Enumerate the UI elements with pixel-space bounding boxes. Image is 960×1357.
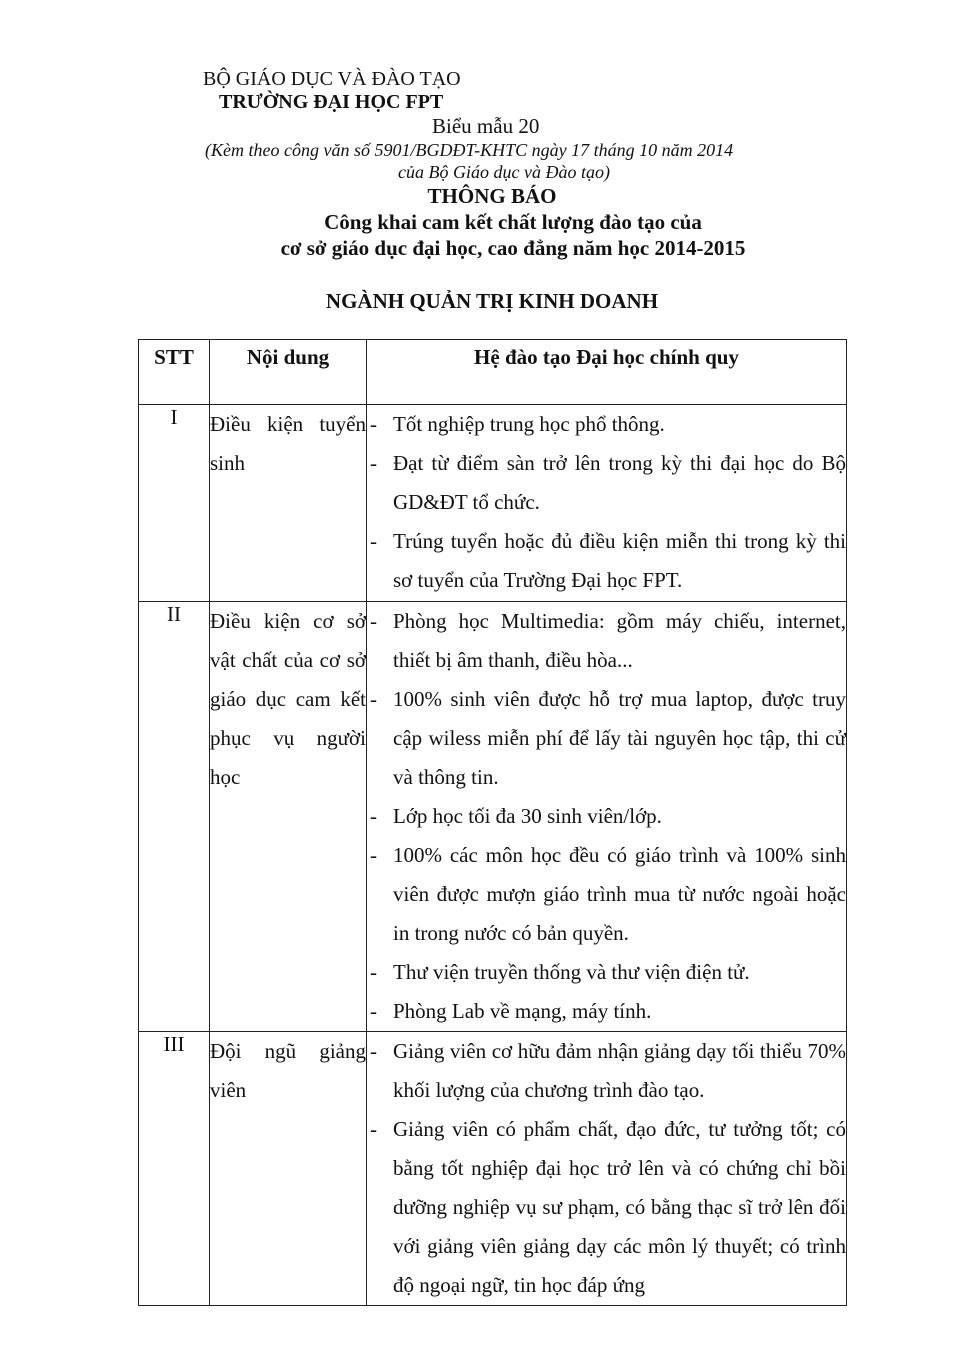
table-header-row: [139, 340, 847, 405]
header-content: Nội dung: [210, 340, 367, 405]
list-item: - Phòng học Multimedia: gồm máy chiếu, internet, thiết bị âm thanh, điều hòa...: [370, 609, 846, 672]
list-item: - Tốt nghiệp trung học phổ thông.: [370, 412, 665, 436]
row-stt: [139, 405, 210, 602]
table-row: [139, 405, 847, 602]
row-topic-text: Điều kiện cơ sở vật chất của cơ sở giáo dục cam kết phục vụ người học: [210, 609, 366, 789]
list-item-text: Đạt từ điểm sàn trở lên trong kỳ thi đại học do Bộ GD&ĐT tổ chức.: [393, 451, 846, 514]
list-item: - Đạt từ điểm sàn trở lên trong kỳ thi đại học do Bộ GD&ĐT tổ chức.: [370, 451, 846, 514]
list-item: - Thư viện truyền thống và thư viện điện tử.: [370, 960, 750, 984]
list-item-text: 100% các môn học đều có giáo trình và 100% sinh viên được mượn giáo trình mua từ nước ngoài hoặc in trong nước có bản quyền.: [393, 843, 846, 945]
row-stt-text: III: [163, 1032, 185, 1056]
attachment-note-line1: (Kèm theo công văn số 5901/BGDĐT-KHTC ngày 17 tháng 10 năm 2014: [205, 140, 734, 160]
header-stt: STT: [139, 340, 210, 405]
list-item: - Lớp học tối đa 30 sinh viên/lớp.: [370, 804, 662, 828]
major-heading: NGÀNH QUẢN TRỊ KINH DOANH: [325, 289, 659, 313]
table-row: [139, 1032, 847, 1306]
list-item-text: Phòng Lab về mạng, máy tính.: [393, 999, 652, 1023]
list-item: - Giảng viên có phẩm chất, đạo đức, tư tưởng tốt; có bằng tốt nghiệp đại học trở lên và có chứng chỉ bồi dưỡng nghiệp vụ sư phạm, có bằng thạc sĩ trở lên đối với giảng viên giảng dạy các môn lý thuyết; có trình độ ngoại ngữ, tin học đáp ứng: [370, 1117, 846, 1297]
document-subtitle-line1: Công khai cam kết chất lượng đào tạo của: [324, 210, 702, 234]
row-items: [367, 405, 847, 602]
list-item-text: Phòng học Multimedia: gồm máy chiếu, internet, thiết bị âm thanh, điều hòa...: [393, 609, 846, 672]
list-item-text: 100% sinh viên được hỗ trợ mua laptop, được truy cập wiless miễn phí để lấy tài nguyên học tập, thi cử và thông tin.: [393, 687, 846, 789]
list-item-text: Giảng viên có phẩm chất, đạo đức, tư tưởng tốt; có bằng tốt nghiệp đại học trở lên và có chứng chỉ bồi dưỡng nghiệp vụ sư phạm, có bằng thạc sĩ trở lên đối với giảng viên giảng dạy các môn lý thuyết; có trình độ ngoại ngữ, tin học đáp ứng: [393, 1117, 846, 1297]
list-item-text: Trúng tuyển hoặc đủ điều kiện miễn thi trong kỳ thi sơ tuyển của Trường Đại học FPT.: [393, 529, 846, 592]
row-topic: [210, 1032, 367, 1306]
table-row: [139, 602, 847, 1032]
document-title: THÔNG BÁO: [427, 184, 557, 208]
row-topic-text: Điều kiện tuyển sinh: [210, 412, 366, 475]
list-item: - Phòng Lab về mạng, máy tính.: [370, 999, 652, 1023]
row-stt: [139, 602, 210, 1032]
list-item: - 100% sinh viên được hỗ trợ mua laptop, được truy cập wiless miễn phí để lấy tài nguyên học tập, thi cử và thông tin.: [370, 687, 846, 789]
list-item-text: Tốt nghiệp trung học phổ thông.: [393, 412, 665, 436]
header-training-system: Hệ đào tạo Đại học chính quy: [367, 340, 847, 405]
row-stt-text: I: [170, 405, 178, 429]
row-items: [367, 1032, 847, 1306]
row-topic-text: Đội ngũ giảng viên: [210, 1039, 366, 1102]
document-subtitle-line2: cơ sở giáo dục đại học, cao đẳng năm học 2014-2015: [280, 236, 746, 260]
row-topic: [210, 405, 367, 602]
row-stt: [139, 1032, 210, 1306]
list-item-text: Thư viện truyền thống và thư viện điện tử.: [393, 960, 750, 984]
list-item-text: Giảng viên cơ hữu đảm nhận giảng dạy tối thiểu 70% khối lượng của chương trình đào tạo.: [393, 1039, 846, 1102]
commitment-table: [138, 339, 847, 1306]
list-item: - Trúng tuyển hoặc đủ điều kiện miễn thi trong kỳ thi sơ tuyển của Trường Đại học FPT.: [370, 529, 846, 592]
row-items: [367, 602, 847, 1032]
form-number: Biểu mẫu 20: [432, 114, 540, 138]
list-item-text: Lớp học tối đa 30 sinh viên/lớp.: [393, 804, 662, 828]
list-item: - Giảng viên cơ hữu đảm nhận giảng dạy tối thiểu 70% khối lượng của chương trình đào tạo.: [370, 1039, 846, 1102]
attachment-note-line2: của Bộ Giáo dục và Đào tạo): [398, 162, 610, 182]
row-topic: [210, 602, 367, 1032]
list-item: - 100% các môn học đều có giáo trình và 100% sinh viên được mượn giáo trình mua từ nước ngoài hoặc in trong nước có bản quyền.: [370, 843, 846, 945]
ministry-name: BỘ GIÁO DỤC VÀ ĐÀO TẠO: [203, 68, 461, 90]
row-stt-text: II: [167, 602, 181, 626]
university-name: TRƯỜNG ĐẠI HỌC FPT: [219, 91, 444, 113]
